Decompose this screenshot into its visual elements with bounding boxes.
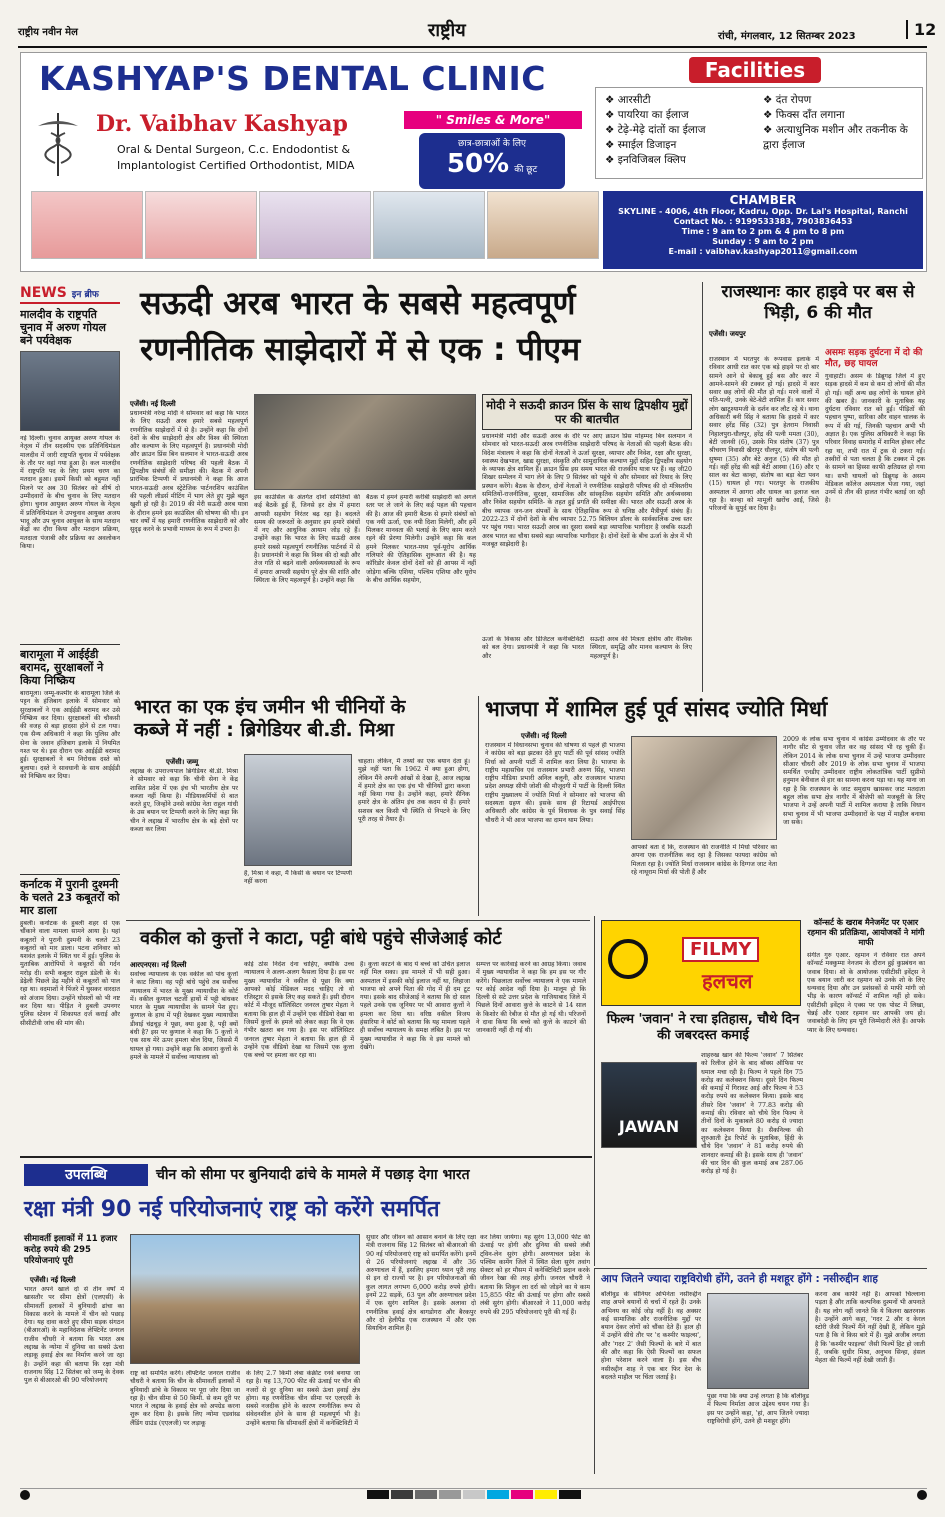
court-story xyxy=(126,920,590,1152)
raj-text: राजस्थान में भरतपुर के रूपवास इलाके में रविवार आधी रात कार एक बड़े हाइवे पर दो बार सामने आने से बेकाबू हुई बस और कार में आमने-सामने की टक्कर हो गई। हादसे में कार सवार छह लोगों की मौत हो गई। मरने वालों में पति-पत्नी, उनके बेटे-बेटी शामिल हैं। कार सवार लोग खाटूश्यामजी के दर्शन कर लौट रहे थे। थाना अधिकारी बनी सिंह ने बताया कि हादसे में कार सवार हरेंद्र सिंह (32) पुत्र हेतराम निवासी निहालपुरा-धौलपुर, हरेंद्र की पत्नी ममता (30), बेटी जानवी (6), उसके मित्र संतोष (37) पुत्र श्रीचरण निवासी खैरापुर धौलपुर, संतोष की पत्नी सुषमा (35) और बेटे अनुज (5) की मौत हो गई। वहीं हरेंद्र की बड़ी बेटी आस्था (16) और ए साल का बेटा कान्हा, संतोष का बड़ा बेटा पवन (15) घायल हो गए। भरतपुर के राजकीय अस्पताल में आगरा और धायल का इलाज चल रहा है। कान्हा को मामूली खरोंच आईं, जिसे परिजनों के सुपुर्द कर दिया है। xyxy=(709,356,819,513)
defence-col-3: के लिए 2.7 किमी लंबा कंक्रीट रनवे बनाया जा रहा है। यह 13,700 फीट की ऊंचाई पर चीन की नजरों से दूर दुनिया का सबसे ऊंचा हवाई क्षेत्र होगा। यह रणनीतिक चीन सीमा पर एलएसी के सबसे नजदीक होने के कारण रणनीतिक रूप से संवेदनशील होने के साथ ही महत्वपूर्ण भी है। उन्होंने बताया कि सीमावर्ती क्षेत्रों में कनेक्टिविटी में xyxy=(246,1370,360,1427)
lead-headline-1: सऊदी अरब भारत के सबसे महत्वपूर्ण xyxy=(140,284,576,322)
china-headline-1: भारत का एक इंच जमीन भी चीनियों के xyxy=(134,696,406,718)
facilities-title: Facilities xyxy=(689,57,821,83)
bjp-headline: भाजपा में शामिल हुई पूर्व सांसद ज्योति मिर्धा xyxy=(485,697,828,721)
chamber-box xyxy=(603,191,923,269)
registration-mark xyxy=(917,1490,927,1500)
defence-col-4: सुधार और जीवन को आसान बनाने के लिए रक्षा मंत्री राजनाथ सिंह 12 सितंबर को बीआरओ की 90 नई परियोजनाएं राष्ट्र को समर्पित करेंगे। इनमें से 26 परियोजनाएं लद्दाख में और 36 अरुणाचल में हैं, इसलिए हमारा ध्यान पूरी तरह से इन दो राज्यों पर है। इन परियोजनाओं की कुल लागत लगभग 6,000 करोड़ रुपये होगी। इनमें 22 सड़कें, 63 पुल और अरुणाचल प्रदेश में एक सुरंग शामिल है। इसके अलावा दो रणनीतिक हवाई क्षेत्र बागडोगरा और बैरकपुर और दो हेलीपैड एक राजस्थान में और एक सियाचिन शामिल हैं। xyxy=(366,1234,476,1333)
doctor-name: Dr. Vaibhav Kashyap xyxy=(96,111,348,137)
color-swatch xyxy=(559,1490,581,1499)
raj-byline: एजेंसी। जयपुर xyxy=(709,330,746,338)
halchal-word: हलचल xyxy=(702,969,753,993)
color-swatch xyxy=(415,1490,437,1499)
jawan-poster: JAWAN xyxy=(601,1062,697,1148)
lead-byline: एजेंसी। नई दिल्ली xyxy=(130,400,176,408)
assam-text: गुवाहाटी। असम के डिब्रूगढ़ जिले में हुए सड़क हादसे में कम से कम दो लोगों की मौत हो गई। वहीं अन्य छह लोगों के घायल होने की खबर है। जानकारी के मुताबिक यह दुर्घटना रविवार रात को हुई। पीड़ितों की पहचान पुष्पा, सारिका और वाहन चालक के रूप में की गई, जिनकी पहचान अभी भी अज्ञात है। एक पुलिस अधिकारी ने कहा कि परिवार विवाह समारोह में शामिल होकर लौट रहा था, तभी रात में ट्रक से टकरा गई। तस्वीरों से पता चलता है कि टक्कर में ट्रक के सामने का हिस्सा काफी क्षतिग्रस्त हो गया था। सभी घायलों को डिब्रूगढ़ के असम मेडिकल कॉलेज अस्पताल भेजा गया, जहां उनमें से तीन की हालत गंभीर बताई जा रही है। xyxy=(825,373,925,505)
lead-tail-1: ऊर्जा के विकास और डिजिटल कनेक्टिविटी को बल देगा। प्रधानमंत्री ने कहा कि भारत और xyxy=(482,636,584,660)
china-col-1: लद्दाख के उपराज्यपाल ब्रिगेडियर बी.डी. मिश्रा ने सोमवार को कहा कि चीनी सेना ने केंद्र शासित प्रदेश में एक इंच भी भारतीय क्षेत्र पर कब्जा नहीं किया है। मीडियाकर्मियों से बात करते हुए, जिन्होंने उनसे कांग्रेस नेता राहुल गांधी के उस बयान पर टिप्पणी करने के लिए कहा कि चीन ने लद्दाख में भारतीय क्षेत्र के बड़े क्षेत्रों पर कब्जा कर लिया xyxy=(130,768,238,834)
chamber-title: CHAMBER xyxy=(729,193,797,207)
filmy-section xyxy=(594,916,927,1266)
footer-color-bar xyxy=(20,1488,927,1500)
facility-item: ❖ दंत रोपण xyxy=(763,94,812,106)
assam-headline: असमः सड़क दुर्घटना में दो की मौत, छह घायल xyxy=(825,348,923,369)
offer-percent: 50% xyxy=(446,149,510,179)
lead-col-2: इस काउंसिल के अंतर्गत दोनों समितियों की कई बैठकें हुई हैं, जिनसे हर क्षेत्र में हमारा आपसी सहयोग निरंतर बढ़ रहा है। बदलते समय की जरूरतों के अनुसार हम हमारे संबंधों में नए और आधुनिक आयाम जोड़ रहे हैं। उन्होंने कहा कि भारत के लिए सऊदी अरब हमारे सबसे महत्वपूर्ण रणनीतिक पार्टनर्स में से है। प्रधानमंत्री ने कहा कि विश्व की दो बड़ी और तेज गति से बढ़ने वाली अर्थव्यवस्थाओं के रूप में हमारा आपसी सहयोग पूरे क्षेत्र की शांति और स्थिरता के लिए महत्वपूर्ण है। उन्होंने कहा कि xyxy=(254,494,360,584)
court-byline: आरएनएस। नई दिल्ली xyxy=(130,961,187,969)
color-swatch xyxy=(511,1490,533,1499)
offer-badge xyxy=(419,133,565,189)
color-swatch xyxy=(463,1490,485,1499)
chamber-address: SKYLINE - 4006, 4th Floor, Kadru, Opp. Dr. Lal's Hospital, Ranchi xyxy=(618,207,908,216)
china-col-3: चाहता। लेकिन, मैं तथ्यों का एक बयान देता हूं। मुझे नहीं पता कि 1962 में क्या हुआ होगा, लेकिन मैंने अपनी आंखों से देखा है, आज लद्दाख में हमारे क्षेत्र का एक इंच भी चीनियों द्वारा कब्जा नहीं किया गया है। उन्होंने कहा, हमारे सैनिक हमारे क्षेत्र के अंतिम इंच तक कदम से हैं। हमारे सशस्त्र बल किसी भी स्थिति से निपटने के लिए पूरी तरह से तैयार हैं। xyxy=(358,758,470,824)
defence-story xyxy=(20,1156,592,1474)
chamber-time: Time : 9 am to 2 pm & 4 pm to 8 pm xyxy=(681,227,845,236)
teeth-photo xyxy=(373,191,485,259)
brief-text: हुबली। कर्नाटक के हुबली शहर से एक चौंकाने वाला मामला सामने आया है। यहां कबूतरों ने पुरानी दुश्मनी के चलते 23 कबूतरों को मार डाला। पटना शनिवार को यशवंत इलाके में स्थित घर में हुई। पुलिस के मुताबिक आरोपियों ने कबूतरों की गर्दन मरोड़ दी। सभी कबूतर राहुल डंडेली के थे। डेढ़ेली पिछले डेढ़ महीने से कबूतरों को पाल रहा था। वदमाशों ने पिंजरे में घुसकर वारदात को अंजाम दिया। उन्होंने घोसलों को भी नष्ट कर दिया था। पीड़ित ने हुबली उपनगर पुलिस स्टेशन में शिकायत दर्ज कराई और सीसीटीवी जांच की मांग की। xyxy=(20,920,120,1027)
defence-headline-1: चीन को सीमा पर बुनियादी ढांचे के मामले में पछाड़ देगा भारत xyxy=(156,1167,470,1183)
patient-photo xyxy=(487,191,599,259)
bjp-byline: एजेंसी। नई दिल्ली xyxy=(521,732,567,740)
defence-col-1: भारत अपने खाले दो से तीन वर्षों में खासतौर पर सीमा क्षेत्रों (एलएसी) के सीमावर्ती इलाकों में बुनियादी ढांचा का विकास करने के मामले में चीन को पछाड़ देगा। यह दावा करते हुए सीमा सड़क संगठन (बीआरओ) के महानिदेशक लेफ्टिनेंट जनरल राजीव चौधरी ने बताया कि भारत अब लद्दाख के न्योमा में दुनिया का सबसे ऊंचा लड़ाकू हवाई क्षेत्र का निर्माण करने जा रहा है। उन्होंने कहा की बताया कि रक्षा मंत्री राजनाथ सिंह 12 सितंबर को जम्मू के देवक पुल से बीआरओ की 90 परियोजनाएं xyxy=(24,1286,124,1385)
naseer-headline: आप जितने ज्यादा राष्ट्रविरोधी होंगे, उतने ही मशहूर होंगे : नसीरुद्दीन शाह xyxy=(601,1273,878,1285)
color-swatch xyxy=(535,1490,557,1499)
jawan-headline: फिल्म 'जवान' ने रचा इतिहास, चौथे दिन की जबरदस्त कमाई xyxy=(606,1012,800,1043)
court-col-2: कोई ठोस निर्देश देना चाहिए, क्योंकि उच्च न्यायालय ने अलग-अलग फैसला दिया है। इस पर मुख्य न्यायाधीश ने वकील से पूछा कि क्या आपको कोई मेडिकल मदद चाहिए तो वो रजिस्ट्रार से इसके लिए कह सकते हैं। इसी दौरान कोर्ट में मौजूद सॉलिसिटर जनरल तुषार मेहता ने बताया कि हाल ही में उन्होंने एक वीडियो देखा था जिसमें कुत्तों के हमले को लेकर कहा कि वे एक गंभीर खतरा बन गया है। इस पर सॉलिसिटर जनरल तुषार मेहता ने बताया कि हाल ही में उन्होंने एक वीडियो देखा था जिसमें एक कुत्ता एक बच्चे पर हमला कर रहा था। xyxy=(244,961,354,1060)
lead-tail-2: सऊदी अरब की मित्रता क्षेत्रीय और वैश्विक स्थिरता, समृद्धि और मानव कल्याण के लिए महत्वपूर्ण है। xyxy=(590,636,692,660)
facility-item: ❖ फिक्स दाँत लगाना xyxy=(763,109,845,121)
defence-sub: सीमावर्ती इलाकों में 11 हजार करोड़ रुपये की 295 परियोजनाएं पूरी xyxy=(24,1234,118,1266)
brief-text: बारामूला। जम्मू-कश्मीर के बारामूला जिले के पट्टन के हंजिबाग इलाके में सोमवार को सुरक्षाबलों ने एक आईईडी बरामद कर उसे निष्क्रिय कर दिया। सुरक्षाबलों की चौकसी की वजह से बड़ा हादसा होने से टल गया। एक सैन्य अधिकारी ने कहा कि पुलिस और सेना के जवान हंजिबाग इलाके में नियमित गश्त पर थे। इस दौरान एक आईईडी बरामद हुई। सुरक्षाबलों ने बम निरोधक दस्ते को बुलाया। दस्ते ने सावधानी के साथ आईईडी को निष्क्रिय कर दिया। xyxy=(20,690,120,780)
raj-headline: राजस्थानः कार हाइवे पर बस से भिड़ी, 6 की मौत xyxy=(721,282,915,323)
dental-ad xyxy=(20,52,927,272)
rajasthan-story xyxy=(702,282,927,692)
dateline: रांची, मंगलवार, 12 सितम्बर 2023 xyxy=(718,31,856,42)
bjp-col-3: 2009 के लोक सभा चुनाव में कांग्रेस उम्मीदवार के तौर पर नागौर सीट से चुनाव जीत कर वह सांसद भी रह चुकी हैं। लेकिन 2014 के लोक सभा चुनाव में उन्हें भाजपा उम्मीदवार सीआर चौधरी और 2019 के लोक सभा चुनाव में भाजपा समर्थित एनडीए उम्मीदवार राष्ट्रीय लोकतांत्रिक पार्टी सुप्रीमो हनुमान बेनीवाल से हार का सामना करना पड़ा था। यह माना जा रहा है कि राजस्थान के जाट समुदाय खासकर जाट मतदाता बहुल लोक सभा क्षेत्र नागौर में बीजेपी को मजबूती के लिए भाजपा ने उन्हें अपनी पार्टी में शामिल कराया है ताकि विधान सभा चुनाव में भी भाजपा उम्मीदवारों के पक्ष में माहौल बनाया जा सके। xyxy=(783,736,925,826)
mirdha-photo xyxy=(631,736,777,840)
brief-photo xyxy=(20,351,120,431)
rahman-text: संगीत गुरु एआर. रहमान ने रविवार रात अपने कॉन्सर्ट मक्कुम्मा नेनजम के दौरान हुई कुप्रबंधन का जवाब दिया। शो के आयोजक एसीटीसी इवेंट्स ने एक बयान जारी कर रहमान को उनके शो के लिए धन्यवाद दिया और उन प्रशंसकों से माफी मांगी जो भीड़ के कारण कॉन्सर्ट में शामिल नहीं हो सके। एसीटीसी इवेंट्स ने एक्स पर एक पोस्ट में लिखा, चेन्नई और एआर रहमान सर आपकी जय हो। जवाबदेही के लिए हम पूरी जिम्मेदारी लेते हैं। आपके प्यार के लिए धन्यवाद। xyxy=(807,952,925,1034)
china-story xyxy=(126,696,472,916)
naseer-col-1: बॉलीवुड के सीनियर अभिनेता नसीरुद्दीन शाह अपने बयानों से चर्चा में रहते हैं। उनके अभिनय का कोई जोड़ नहीं है। वह अक्सर कई सामाजिक और राजनीतिक मुद्दों पर बयान देकर लोगों को चौंका देते हैं। हाल ही में उन्होंने सीधे तौर पर 'द कश्मीर फाइल्स', और 'गदर 2' जैसी फिल्मों के बारे में बात की और कहा कि ऐसी फिल्मों का सफल होना परेशान करने वाला है। इस बीच नसीरुद्दीन शाह ने एक बार फिर देश के बदलते माहौल पर चिंता जताई है। xyxy=(601,1291,701,1381)
facility-item: ❖ टेढ़े-मेढ़े दांतों का ईलाज xyxy=(605,124,706,136)
chamber-email: E-mail : vaibhav.kashyap2011@gmail.com xyxy=(668,247,858,256)
paper-logo: राष्ट्रीय नवीन मेल xyxy=(18,27,78,38)
filmy-word: FILMY xyxy=(682,937,759,962)
teeth-photo xyxy=(259,191,371,259)
bjp-story xyxy=(478,696,927,916)
brief-label: इन ब्रीफ xyxy=(71,290,99,300)
rahman-box xyxy=(807,918,925,1258)
offer-line-1: छात्र-छात्राओं के लिए xyxy=(457,139,527,149)
defence-col-2: राष्ट्र को समर्पित करेंगे। लेफ्टिनेंट जनरल राजीव चौधरी ने बताया कि चीन के सीमावर्ती इलाकों में बुनियादी ढांचे के विकास पर पूरा जोर दिया जा रहा है। चीन सीमा से 50 किमी. से कम दूरी पर भारत ने लद्दाख के हवाई क्षेत्र को अपग्रेड करना शुरू कर दिया है। इसके लिए न्योमा एडवांस्ड लैंडिंग ग्राउंड (एएलजी) पर लड़ाकू xyxy=(130,1370,240,1427)
lead-col-1: प्रधानमंत्री नरेन्द्र मोदी ने सोमवार को कहा कि भारत के लिए सऊदी अरब हमारे सबसे महत्वपूर्ण रणनीतिक साझेदारों में से है। उन्होंने कहा कि दोनों देशों के बीच साझेदारी क्षेत्र और विश्व की स्थिरता और कल्याण के लिए महत्वपूर्ण है। प्रधानमंत्री मोदी और क्राउन प्रिंस बिन सलमान ने भारत-सऊदी अरब रणनीतिक साझेदारी परिषद की पहली बैठक में द्विपक्षीय संबंधों की समीक्षा की। बैठक में अपनी प्रारंभिक टिप्पणी में प्रधानमंत्री ने कहा कि आज भारत-सऊदी अरब स्ट्रेटेजिक पार्टनरशिप काउंसिल की पहली लीडर्स मीटिंग में भाग लेते हुए मुझे बहुत खुशी हो रही है। 2019 की मेरी सऊदी अरब यात्रा के दौरान हमने इस काउंसिल की घोषणा की थी। इन चार वर्षों में यह हमारी रणनीतिक साझेदारी को और सुदृढ़ करने के प्रभावी माध्यम के रूप में उभरा है। xyxy=(130,410,248,534)
brief-headline: मालदीव के राष्ट्रपति चुनाव में अरुण गोयल बने पर्यवेक्षक xyxy=(20,308,106,347)
naseer-photo xyxy=(707,1293,809,1389)
tagline: " Smiles & More" xyxy=(404,111,582,129)
brief-headline: कर्नाटक में पुरानी दुश्मनी के चलते 23 कबूतरों को मार डाला xyxy=(20,874,120,917)
masthead xyxy=(18,18,937,48)
facilities-left xyxy=(605,93,706,168)
color-swatch xyxy=(439,1490,461,1499)
bjp-col-2: आपको बता दें कि, राजस्थान की राजनीति में मिर्धा परिवार का अपना एक राजनीतिक कद रहा है जिसका फायदा कांग्रेस को मिलता रहा है। ज्योति मिर्धा राजस्थान कांग्रेस के दिग्गज जाट नेता रहे नाथूराम मिर्धा की पोती हैं और xyxy=(631,844,777,876)
lead-side-box xyxy=(482,394,692,634)
chamber-contact: Contact No. : 9199533383, 7903836453 xyxy=(673,217,853,226)
color-swatches xyxy=(367,1490,581,1499)
facility-item: ❖ पायरिया का ईलाज xyxy=(605,109,689,121)
lead-story xyxy=(126,282,694,690)
court-col-4: सम्पत्त पर कार्रवाई करने का आग्रह किया। जवाब में मुख्य न्यायाधीश ने कहा कि हम इस पर गौर करेंगे। पिछलाता सर्वोच्च न्यायालय ने एक मामले पर कोई आदेश नहीं दिया है। मालूम हो कि दिल्ली से सटे उत्तर प्रदेश के गाजियाबाद जिले में पिछले दिनों आवारा कुत्ते के काटने से 14 साल के किशोर की रेबीज से मौत हो गई थी। परिजनों ने दावा किया कि बच्चे को कुत्ते के काटने की जानकारी नहीं दी गई थी। xyxy=(476,961,586,1035)
news-label: NEWS xyxy=(20,285,67,301)
defence-headline-2: रक्षा मंत्री 90 नई परियोजनाएं राष्ट्र को करेंगे समर्पित xyxy=(24,1197,440,1222)
side-text: प्रधानमंत्री मोदी और सऊदी अरब के दौरे पर आए क्राउन प्रिंस मोहम्मद बिन सलमान ने सोमवार को भारत-सऊदी अरब रणनीतिक साझेदारी परिषद के नेताओं की पहली बैठक की। विदेश मंत्रालय ने कहा कि दोनों नेताओं ने ऊर्जा सुरक्षा, व्यापार और निवेश, रक्षा और सुरक्षा, स्वास्थ्य देखभाल, खाद्य सुरक्षा, संस्कृति और सामुदायिक कल्याण मुद्दों सहित द्विपक्षीय सहयोग के व्यापक क्षेत्र शामिल हैं। क्राउन प्रिंस इस समय भारत की राजकीय यात्रा पर हैं। वह जी20 शिखर सम्मेलन में भाग लेने के लिए 9 सितंबर को पहुंचे थे और सोमवार को रियाद के लिए प्रस्थान करेंगे। बैठक के दौरान, दोनों नेताओं ने रणनीतिक साझेदारी परिषद की दो मंत्रिस्तरीय समितियों-राजनीतिक, सुरक्षा, सामाजिक और सांस्कृतिक सहयोग समिति और अर्थव्यवस्था और निवेश सहयोग समिति- के तहत हुई प्रगति की समीक्षा की। भारत और सऊदी अरब के बीच व्यापक जन-जन संपर्कों के साथ ऐतिहासिक रूप से घनिष्ठ और मैत्रीपूर्ण संबंध हैं। 2022-23 में दोनों देशों के बीच व्यापार 52.75 बिलियन डॉलर के सार्वकालिक उच्च स्तर पर पहुंच गया। भारत सऊदी अरब का दूसरा सबसे बड़ा व्यापारिक भागीदार है जबकि सऊदी अरब भारत का चौथा सबसे बड़ा व्यापारिक भागीदार है। दोनों देशों के बीच ऊर्जा के क्षेत्र में भी मजबूत साझेदारी है। xyxy=(482,433,692,548)
caduceus-icon xyxy=(33,108,83,178)
naseer-col-2: पूछा गया कि क्या उन्हें लगता है कि बॉलीवुड में फिल्म निर्माता आज उद्देश्य चयन गया है। इस पर उन्होंने कहा, 'हां, आप जितने ज्यादा राष्ट्रविरोधी होंगे, उतने ही मशहूर होंगे। xyxy=(707,1393,809,1425)
court-col-1: सर्वोच्च न्यायालय के एक वकील को पांच कुत्तों ने काट लिया। वह पट्टी बांधे पहुंचे तब सर्वोच्च न्यायालय में भारत के मुख्य न्यायाधीश के कोर्ट में। वकील कुणाल चटर्जी हाथों में पट्टी बांधकर भारत के मुख्य न्यायाधीश के सामने पेश हुए। कुणाल के हाथ में पट्टी देखकर मुख्य न्यायाधीश डीवाई चंद्रचूड़ ने पूछा, क्या हुआ है, पट्टी क्यों बंधी है? इस पर कुणाल ने कहा कि 5 कुत्तों ने एक साथ मेरे ऊपर हमला बोल दिया, जिससे मैं घायल हो गया। उन्होंने कहा कि आवारा कुत्तों के हमले के मामले में सर्वोच्च न्यायालय को xyxy=(130,971,238,1061)
court-headline: वकील को कुत्तों ने काटा, पट्टी बांधे पहुंचे सीजेआई कोर्ट xyxy=(140,928,502,949)
doctor-desc-1: Oral & Dental Surgeon, C.c. Endodontist & xyxy=(117,143,351,156)
defence-kicker: उपलब्धि xyxy=(24,1164,148,1186)
china-col-2: है, मिश्रा ने कहा, मैं किसी के बयान पर टिप्पणी नहीं करना xyxy=(244,870,352,886)
facilities-right xyxy=(763,93,913,153)
registration-mark xyxy=(20,1490,30,1500)
facility-item: ❖ आरसीटी xyxy=(605,94,651,106)
filmy-logo xyxy=(601,920,801,1006)
jawan-text: शाहरुख खान की फिल्म 'जवान' 7 सितंबर को रिलीज होने के बाद बॉक्स ऑफिस पर धमाल मचा रही है। फिल्म ने पहले दिन 75 करोड़ का कलेक्शन किया। दूसरे दिन फिल्म की कमाई में गिरावट आई और फिल्म ने 53 करोड़ रुपये का कलेक्शन किया। इसके बाद तीसरे दिन 'जवान' ने 77.83 करोड़ की कमाई की। रविवार को चौथे दिन फिल्म ने तीनों दिनों के मुकाबले 80 करोड़ से ज्यादा का कलेक्शन किया है। सैकनिल्क की शुरुआती ट्रेड रिपोर्ट के मुताबिक, हिंदी के चौथे दिन 'जवान' ने 81 करोड़ रुपये की शानदार कमाई की है। इसके साथ ही 'जवान' की चार दिन की कुल कमाई अब 287.06 करोड़ हो गई है। xyxy=(701,1052,803,1176)
chamber-sunday: Sunday : 9 am to 2 pm xyxy=(712,237,814,246)
offer-line-3: की छूट xyxy=(514,165,538,175)
modi-meeting-photo xyxy=(254,394,476,490)
color-swatch xyxy=(391,1490,413,1499)
teeth-photo xyxy=(31,191,143,259)
china-headline-2: कब्जे में नहीं : ब्रिगेडियर बी.डी. मिश्रा xyxy=(134,719,395,741)
section-title: राष्ट्रीय xyxy=(428,20,466,41)
lead-col-3: बैठक में हमने हमारी करीबी साझेदारी को अगले स्तर पर ले जाने के लिए कई पहल की पहचान की है। आज की हमारी बैठक से हमारे संबंधों को एक नयी ऊर्जा, एक नयी दिशा मिलेगी, और हमें मिलकर मानवता की भलाई के लिए काम करते रहने की प्रेरणा मिलेगी। उन्होंने कहा कि कल हमने मिलकर भारत-मध्य पूर्व-यूरोप आर्थिक गलियारे की ऐतिहासिक शुरूआत की है। यह कॉरिडोर केवल दोनों देशों को ही आपस में नहीं जोड़ेगा बल्कि एशिया, पश्चिम एशिया और यूरोप के बीच आर्थिक सहयोग, xyxy=(366,494,476,584)
facility-item: ❖ अत्याधुनिक मशीन और तकनीक के द्वारा ईलाज xyxy=(763,124,908,151)
court-col-3: है। कुत्ता काटने के बाद ये बच्चे को उचित इलाज नहीं मिल सका। इस मामले में भी सही हुआ। अस्पताल में इसकी कोई इलाज नहीं था, लिहाजा भाजपा को अपने पिता की गोद में ही दम टूट गया। इसके बाद सीजेआई ने बताया कि दो साल पहले उनके एक जूनियर पर भी आवारा कुत्तों ने हमला कर दिया था। वरिष्ठ वकील विजय हंसारिया ने कोर्ट को बताया कि यह मामला पहले ही सर्वोच्च न्यायालय के समक्ष लंबित है। इस पर मुख्य न्यायाधीश ने कहा कि वे इस मामले को देखेंगे। xyxy=(360,961,470,1051)
clinic-name: KASHYAP'S DENTAL CLINIC xyxy=(39,59,547,98)
rahman-headline: कॉन्सर्ट के खराब मैनेजमेंट पर एआर रहमान की प्रतिक्रिया, आयोजकों ने मांगी माफी xyxy=(807,918,925,947)
naseer-story xyxy=(594,1268,927,1474)
defence-col-5: कर लिया जायेगा। यह सुरंग 13,000 फीट की ऊंचाई पर होगी और दुनिया की सबसे लंबी ट्विन-लेन सुरंग होगी। अरुणाचल प्रदेश के पश्चिम कामेंग जिले में स्थित सेला सुरंग तवांग सेक्टर को हर मौसम में कनेक्टिविटी प्रदान करके जीवन रेखा की तरह होगी। जनरल चौधरी ने बताया कि शिकुन ला दर्रा को जोड़ने का ये काम 15,855 फीट की ऊंचाई पर होगा और सबसे लंबी सुरंग होगी। बीआरओ ने 11,000 करोड़ रुपये की 295 परियोजनाएं पूरी की गई हैं। xyxy=(480,1234,590,1316)
mishra-photo xyxy=(244,754,352,866)
film-reel-icon xyxy=(608,939,648,979)
news-brief-header xyxy=(20,282,120,304)
mountain-road-photo xyxy=(130,1234,360,1364)
defence-byline: एजेंसी। नई दिल्ली xyxy=(30,1276,76,1284)
color-swatch xyxy=(367,1490,389,1499)
page-number: 12 xyxy=(906,20,936,39)
facility-item: ❖ स्माईल डिजाइन xyxy=(605,139,677,151)
naseer-col-3: करना अब काफी नहीं है। आपको चिल्लाना पड़ता है और ताकि कल्पनिक दुश्मनों भी अपनाते हैं। यह लोग नहीं जानते कि ये कितना खतरनाक है। उन्होंने आगे कहा, 'गदर 2 और द केरल स्टोरी जैसी फिल्में मैंने नहीं देखी हैं, लेकिन मुझे पता है कि वे किस बारे में हैं। मुझे अजीब लगता है कि 'कश्मीर फाइल्स' जैसी फिल्में हिट हो जाती हैं, जबकि सुधीर मिश्रा, अनुभव सिन्हा, हंसल मेहता की फिल्में नहीं देखी जाती हैं। xyxy=(815,1291,925,1365)
side-headline: मोदी ने सऊदी क्राउन प्रिंस के साथ द्विपक्षीय मुद्दों पर की बातचीत xyxy=(482,394,692,430)
lead-headline-2: रणनीतिक साझेदारों में से एक : पीएम xyxy=(140,330,581,368)
facility-item: ❖ इनविजिबल क्लिप xyxy=(605,154,686,166)
color-swatch xyxy=(487,1490,509,1499)
assam-box xyxy=(825,348,925,678)
bjp-col-1: राजस्थान में विधानसभा चुनाव की घोषणा से पहले ही भाजपा ने कांग्रेस को बड़ा झटका देते हुए पार्टी की पूर्व सांसद ज्योति मिर्धा को अपनी पार्टी में शामिल करा लिया है। भाजपा के राष्ट्रीय महासचिव एवं राजस्थान प्रभारी अरुण सिंह, भाजपा राष्ट्रीय मीडिया प्रभारी अनिल बलूनी, और राजस्थान भाजपा प्रदेश अध्यक्ष सीपी जोशी की मौजूदगी में पार्टी के दिल्ली स्थित राष्ट्रीय मुख्यालय में ज्योति मिर्धा ने सोमवार को भाजपा की सदस्यता ग्रहण की। इसके साथ ही रिटायर्ड आईपीएस अधिकारी और कांग्रेस के पूर्व विधायक के पुत्र सवाई सिंह चौधरी ने भी आज भाजपा का दामन थाम लिया। xyxy=(485,742,625,824)
teeth-photo xyxy=(145,191,257,259)
brief-headline: बारामूला में आईईडी बरामद, सुरक्षाबलों ने किया निष्क्रिय xyxy=(20,644,120,687)
brief-text: नई दिल्ली। चुनाव आयुक्त अरुण गोयल के नेतृत्व में तीन सदस्यीय एक प्रतिनिधिमंडल मालदीव में जारी राष्ट्रपति चुनाव में पर्यवेक्षक के तौर पर वहां गया हुआ है। कल मालदीव में राष्ट्रपति पद के लिए प्रथम चरण का मतदान हुआ। इसमें किसी को बहुमत नहीं मिलने पर अब 30 सितंबर को शीर्ष दो उम्मीदवारों के बीच चुनाव के लिए मतदान होगा। चुनाव आयुक्त अरुण गोयल के नेतृत्व में प्रतिनिधिमंडल ने उपचुनाव आयुक्त अजय भादू और उप चुनाव आयुक्त के साथ मतदान केंद्रों का दौरा किया और मतदान प्रक्रिया, मतदाता पंजाबी और प्रक्रिया का अवलोकन किया। xyxy=(20,435,120,550)
china-byline: एजेंसी। जम्मू xyxy=(166,758,199,766)
doctor-desc-2: Implantologist Certified Orthodontist, MIDA xyxy=(117,159,355,172)
